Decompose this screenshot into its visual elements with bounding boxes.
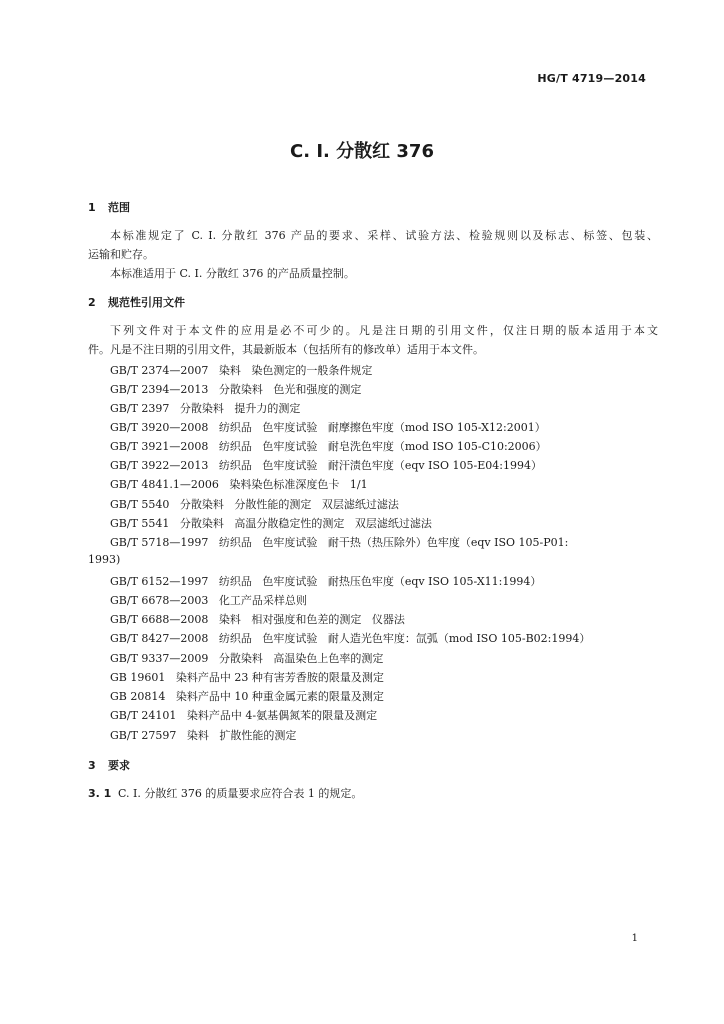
- reference-item: GB/T 2394—2013 分散染料 色光和强度的测定: [110, 383, 362, 396]
- document-title: C. I. 分散红 376: [290, 141, 434, 162]
- section-number: 1: [88, 201, 96, 214]
- clause-number: 3. 1: [88, 787, 112, 800]
- section-number: 2: [88, 296, 96, 309]
- reference-item: GB/T 3920—2008 纺织品 色牢度试验 耐摩擦色牢度（mod ISO 105-X12:2001）: [110, 421, 546, 434]
- reference-item: GB/T 2397 分散染料 提升力的测定: [110, 402, 301, 415]
- reference-item: GB/T 2374—2007 染料 染色测定的一般条件规定: [110, 364, 373, 377]
- reference-item: GB/T 24101 染料产品中 4-氨基偶氮苯的限量及测定: [110, 709, 378, 722]
- reference-item: GB/T 3921—2008 纺织品 色牢度试验 耐皂洗色牢度（mod ISO 105-C10:2006）: [110, 440, 547, 453]
- reference-item: GB/T 6678—2003 化工产品采样总则: [110, 594, 307, 607]
- reference-item: GB/T 5541 分散染料 高温分散稳定性的测定 双层滤纸过滤法: [110, 517, 432, 530]
- section-2-heading: [88, 294, 185, 310]
- page-number: 1: [631, 933, 638, 944]
- reference-item: GB/T 27597 染料 扩散性能的测定: [110, 729, 297, 742]
- section-title: 规范性引用文件: [108, 296, 185, 309]
- reference-item: GB/T 6152—1997 纺织品 色牢度试验 耐热压色牢度（eqv ISO 105-X11:1994）: [110, 575, 542, 588]
- section-number: 3: [88, 759, 96, 772]
- reference-item: GB 19601 染料产品中 23 种有害芳香胺的限量及测定: [110, 671, 384, 684]
- section-title: 范围: [108, 201, 130, 214]
- section-3-heading: [88, 757, 130, 773]
- reference-item: GB/T 8427—2008 纺织品 色牢度试验 耐人造光色牢度：氙弧（mod ISO 105-B02:1994）: [110, 632, 591, 645]
- scope-para-2: 本标准适用于 C. I. 分散红 376 的产品质量控制。: [110, 267, 355, 280]
- refs-intro-line-1: 下列文件对于本文件的应用是必不可少的。凡是注日期的引用文件，仅注日期的版本适用于本文: [110, 324, 658, 337]
- reference-item: GB/T 6688—2008 染料 相对强度和色差的测定 仪器法: [110, 613, 405, 626]
- section-1-heading: [88, 199, 130, 215]
- reference-item: GB/T 5718—1997 纺织品 色牢度试验 耐干热（热压除外）色牢度（eqv ISO 105-P01:: [110, 536, 569, 549]
- reference-item: GB/T 5540 分散染料 分散性能的测定 双层滤纸过滤法: [110, 498, 399, 511]
- reference-item: GB/T 3922—2013 纺织品 色牢度试验 耐汗渍色牢度（eqv ISO 105-E04:1994）: [110, 459, 542, 472]
- reference-item: GB/T 4841.1—2006 染料染色标准深度色卡 1/1: [110, 478, 368, 491]
- clause-3-1: [88, 784, 362, 804]
- reference-item: GB/T 9337—2009 分散染料 高温染色上色率的测定: [110, 652, 384, 665]
- scope-para-1-line-1: 本标准规定了 C. I. 分散红 376 产品的要求、采样、试验方法、检验规则以及标志、标签、包装、: [110, 229, 658, 242]
- section-title: 要求: [108, 759, 130, 772]
- reference-item-wrap: 1993): [88, 553, 121, 566]
- scope-para-1-line-2: 运输和贮存。: [88, 248, 154, 261]
- refs-intro-line-2: 件。凡是不注日期的引用文件，其最新版本（包括所有的修改单）适用于本文件。: [88, 343, 484, 356]
- clause-text: C. I. 分散红 376 的质量要求应符合表 1 的规定。: [118, 787, 363, 800]
- standard-code: HG/T 4719—2014: [537, 72, 646, 85]
- reference-item: GB 20814 染料产品中 10 种重金属元素的限量及测定: [110, 690, 384, 703]
